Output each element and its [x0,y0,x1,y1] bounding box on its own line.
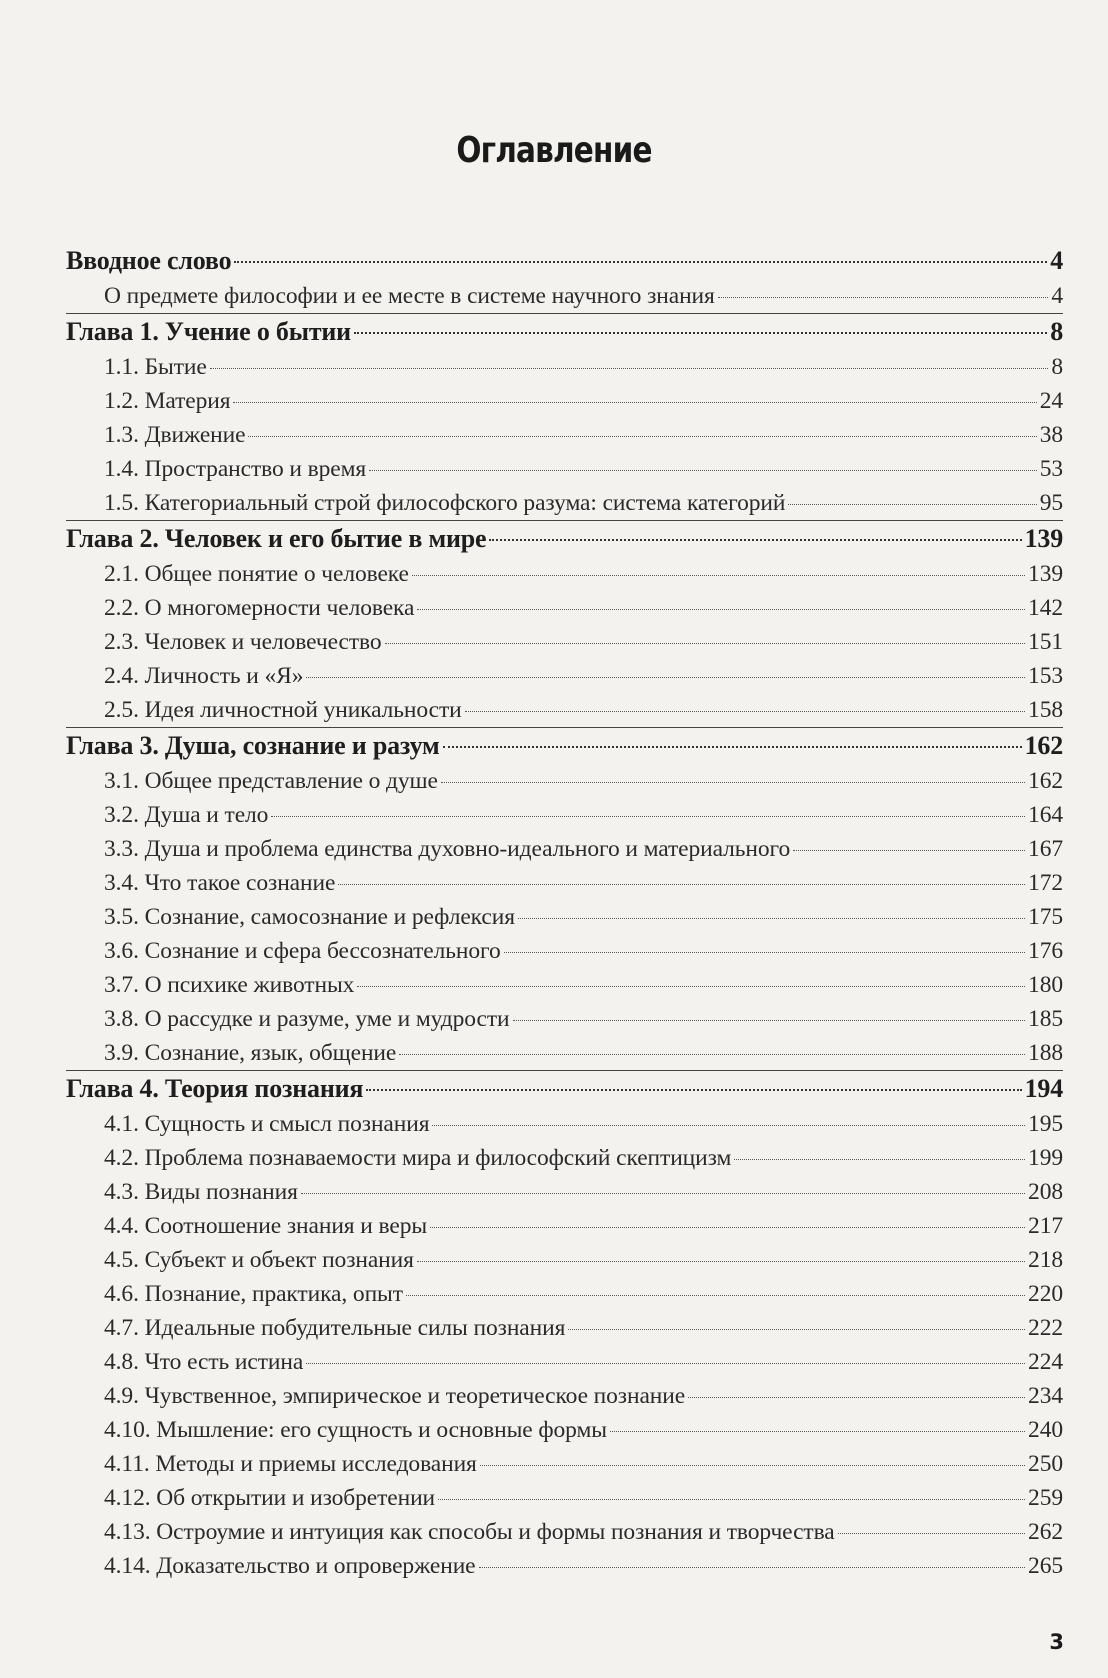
toc-section-page: 218 [1028,1247,1063,1273]
toc-chapter-title: Глава 3. Душа, сознание и разум [66,731,440,760]
toc-dot-leader [354,331,1047,334]
toc-dot-leader [441,781,1025,783]
toc-section-entry[interactable] [66,1345,1063,1379]
toc-chapter-page: 194 [1024,1074,1063,1103]
toc-chapter-entry[interactable] [66,728,1063,764]
toc-dot-leader [399,1053,1025,1055]
toc-section-entry[interactable] [66,384,1063,418]
toc-dot-leader [248,435,1036,437]
toc-section-title: 3.4. Что такое сознание [104,870,336,896]
toc-section-entry[interactable] [66,1036,1063,1070]
toc-section-title: 2.1. Общее понятие о человеке [104,561,409,587]
toc-section-title: 3.2. Душа и тело [104,802,269,828]
toc-section-entry[interactable] [66,1002,1063,1036]
toc-section-entry[interactable] [66,557,1063,591]
toc-dot-leader [369,469,1037,471]
toc-dot-leader [338,883,1025,885]
toc-section-title: 4.2. Проблема познаваемости мира и философский скептицизм [104,1145,732,1171]
toc-section-title: 4.3. Виды познания [104,1179,298,1205]
toc-section-page: 38 [1039,422,1063,448]
toc-dot-leader [480,1464,1025,1466]
toc-section-entry[interactable] [66,486,1063,520]
toc-dot-leader [417,1260,1025,1262]
toc-section-entry[interactable] [66,1379,1063,1413]
toc-section-title: 4.8. Что есть истина [104,1349,304,1375]
toc-section-page: 199 [1028,1145,1063,1171]
toc-section-title: 3.8. О рассудке и разуме, уме и мудрости [104,1006,510,1032]
toc-section-page: 167 [1028,836,1063,862]
toc-chapter [66,521,1063,727]
toc-chapter [66,1071,1063,1583]
toc-section-page: 142 [1028,595,1063,621]
toc-section-page: 265 [1028,1553,1063,1579]
toc-section-entry[interactable] [66,1481,1063,1515]
toc-section-entry[interactable] [66,1141,1063,1175]
toc-chapter [66,314,1063,520]
toc-section-title: 3.3. Душа и проблема единства духовно-идеального и материального [104,836,791,862]
table-of-contents [66,243,1063,1583]
toc-section-title: 4.9. Чувственное, эмпирическое и теоретическое познание [104,1383,686,1409]
toc-section-page: 262 [1028,1519,1063,1545]
toc-section-entry[interactable] [66,968,1063,1002]
toc-section-entry[interactable] [66,279,1063,313]
toc-chapter-page: 4 [1050,246,1063,275]
toc-section-page: 162 [1028,768,1063,794]
toc-chapter-page: 139 [1024,524,1063,553]
toc-dot-leader [734,1158,1025,1160]
toc-chapter-entry[interactable] [66,314,1063,350]
toc-section-page: 195 [1028,1111,1063,1137]
toc-dot-leader [306,676,1025,678]
toc-section-title: 3.1. Общее представление о душе [104,768,438,794]
toc-dot-leader [838,1532,1025,1534]
toc-section-page: 208 [1028,1179,1063,1205]
toc-section-title: 1.4. Пространство и время [104,456,367,482]
toc-chapter-title: Глава 1. Учение о бытии [66,317,351,346]
toc-dot-leader [210,367,1049,369]
toc-section-entry[interactable] [66,1311,1063,1345]
toc-dot-leader [417,608,1025,610]
toc-dot-leader [788,503,1036,505]
toc-section-page: 176 [1028,938,1063,964]
toc-section-entry[interactable] [66,1175,1063,1209]
toc-chapter-entry[interactable] [66,521,1063,557]
toc-chapter-entry[interactable] [66,1071,1063,1107]
toc-section-page: 158 [1028,697,1063,723]
toc-dot-leader [432,1124,1025,1126]
toc-section-entry[interactable] [66,625,1063,659]
toc-section-entry[interactable] [66,900,1063,934]
toc-section-entry[interactable] [66,659,1063,693]
toc-section-title: 3.6. Сознание и сфера бессознательного [104,938,501,964]
toc-dot-leader [513,1019,1026,1021]
toc-section-entry[interactable] [66,798,1063,832]
toc-chapter-entry[interactable] [66,243,1063,279]
toc-section-page: 153 [1028,663,1063,689]
toc-section-page: 24 [1039,388,1063,414]
toc-dot-leader [479,1566,1026,1568]
toc-dot-leader [504,951,1025,953]
toc-section-title: 4.11. Методы и приемы исследования [104,1451,477,1477]
toc-section-page: 222 [1028,1315,1063,1341]
toc-section-title: 1.5. Категориальный строй философского разума: система категорий [104,490,786,516]
page-number: 3 [1049,1630,1064,1654]
toc-section-entry[interactable] [66,1549,1063,1583]
toc-section-entry[interactable] [66,350,1063,384]
toc-dot-leader [271,815,1025,817]
toc-dot-leader [301,1192,1025,1194]
toc-section-page: 180 [1028,972,1063,998]
toc-section-entry[interactable] [66,418,1063,452]
toc-dot-leader [718,296,1049,298]
toc-section-page: 224 [1028,1349,1063,1375]
toc-section-entry[interactable] [66,1277,1063,1311]
toc-section-title: 4.10. Мышление: его сущность и основные формы [104,1417,607,1443]
toc-chapter [66,243,1063,313]
toc-section-entry[interactable] [66,1413,1063,1447]
toc-section-page: 259 [1028,1485,1063,1511]
toc-section-title: 1.2. Материя [104,388,231,414]
toc-section-title: 3.9. Сознание, язык, общение [104,1040,397,1066]
toc-section-page: 172 [1028,870,1063,896]
toc-section-entry[interactable] [66,693,1063,727]
toc-dot-leader [688,1396,1025,1398]
toc-section-title: 2.5. Идея личностной уникальности [104,697,462,723]
toc-dot-leader [385,642,1026,644]
toc-section-title: 4.5. Субъект и объект познания [104,1247,414,1273]
toc-chapter-title: Глава 4. Теория познания [66,1074,364,1103]
toc-section-title: 4.12. Об открытии и изобретении [104,1485,436,1511]
toc-dot-leader [306,1362,1025,1364]
toc-section-entry[interactable] [66,934,1063,968]
toc-dot-leader [406,1294,1025,1296]
toc-section-entry[interactable] [66,1243,1063,1277]
toc-dot-leader [357,985,1025,987]
toc-section-page: 240 [1028,1417,1063,1443]
toc-section-title: 4.13. Остроумие и интуиция как способы и формы познания и творчества [104,1519,835,1545]
toc-section-entry[interactable] [66,452,1063,486]
toc-dot-leader [233,401,1036,403]
toc-section-title: 4.14. Доказательство и опровержение [104,1553,476,1579]
toc-section-page: 4 [1051,283,1063,309]
toc-section-title: 1.3. Движение [104,422,246,448]
toc-section-entry[interactable] [66,1107,1063,1141]
toc-dot-leader [610,1430,1025,1432]
toc-section-page: 220 [1028,1281,1063,1307]
toc-section-title: 2.4. Личность и «Я» [104,663,304,689]
toc-section-entry[interactable] [66,832,1063,866]
toc-section-title: 4.1. Сущность и смысл познания [104,1111,430,1137]
toc-section-page: 188 [1028,1040,1063,1066]
toc-dot-leader [489,538,1021,541]
toc-chapter [66,728,1063,1070]
toc-section-page: 8 [1051,354,1063,380]
toc-section-title: 3.5. Сознание, самосознание и рефлексия [104,904,515,930]
toc-section-entry[interactable] [66,1209,1063,1243]
toc-dot-leader [568,1328,1025,1330]
toc-section-title: 4.6. Познание, практика, опыт [104,1281,403,1307]
toc-dot-leader [465,710,1025,712]
toc-section-page: 151 [1028,629,1063,655]
toc-section-title: 4.7. Идеальные побудительные силы познания [104,1315,566,1341]
toc-section-entry[interactable] [66,1515,1063,1549]
toc-section-page: 185 [1028,1006,1063,1032]
toc-dot-leader [438,1498,1025,1500]
toc-section-entry[interactable] [66,764,1063,798]
toc-section-title: 2.3. Человек и человечество [104,629,382,655]
toc-chapter-title: Глава 2. Человек и его бытие в мире [66,524,487,553]
toc-section-title: 2.2. О многомерности человека [104,595,415,621]
toc-section-entry[interactable] [66,866,1063,900]
toc-dot-leader [518,917,1025,919]
toc-section-entry[interactable] [66,1447,1063,1481]
toc-section-page: 95 [1039,490,1063,516]
toc-section-title: 3.7. О психике животных [104,972,355,998]
toc-dot-leader [430,1226,1025,1228]
toc-section-page: 164 [1028,802,1063,828]
toc-section-page: 139 [1028,561,1063,587]
toc-section-page: 53 [1039,456,1063,482]
toc-dot-leader [234,260,1047,263]
toc-section-page: 175 [1028,904,1063,930]
page-title: Оглавление [456,130,652,171]
toc-dot-leader [443,745,1022,748]
toc-chapter-title: Вводное слово [66,246,232,275]
toc-dot-leader [793,849,1025,851]
toc-section-page: 234 [1028,1383,1063,1409]
toc-chapter-page: 162 [1024,731,1063,760]
toc-dot-leader [412,574,1025,576]
toc-section-page: 250 [1028,1451,1063,1477]
toc-section-title: 1.1. Бытие [104,354,207,380]
toc-section-title: О предмете философии и ее месте в системе научного знания [104,283,715,309]
toc-chapter-page: 8 [1050,317,1063,346]
toc-dot-leader [366,1088,1021,1091]
toc-section-page: 217 [1028,1213,1063,1239]
toc-section-title: 4.4. Соотношение знания и веры [104,1213,428,1239]
toc-section-entry[interactable] [66,591,1063,625]
